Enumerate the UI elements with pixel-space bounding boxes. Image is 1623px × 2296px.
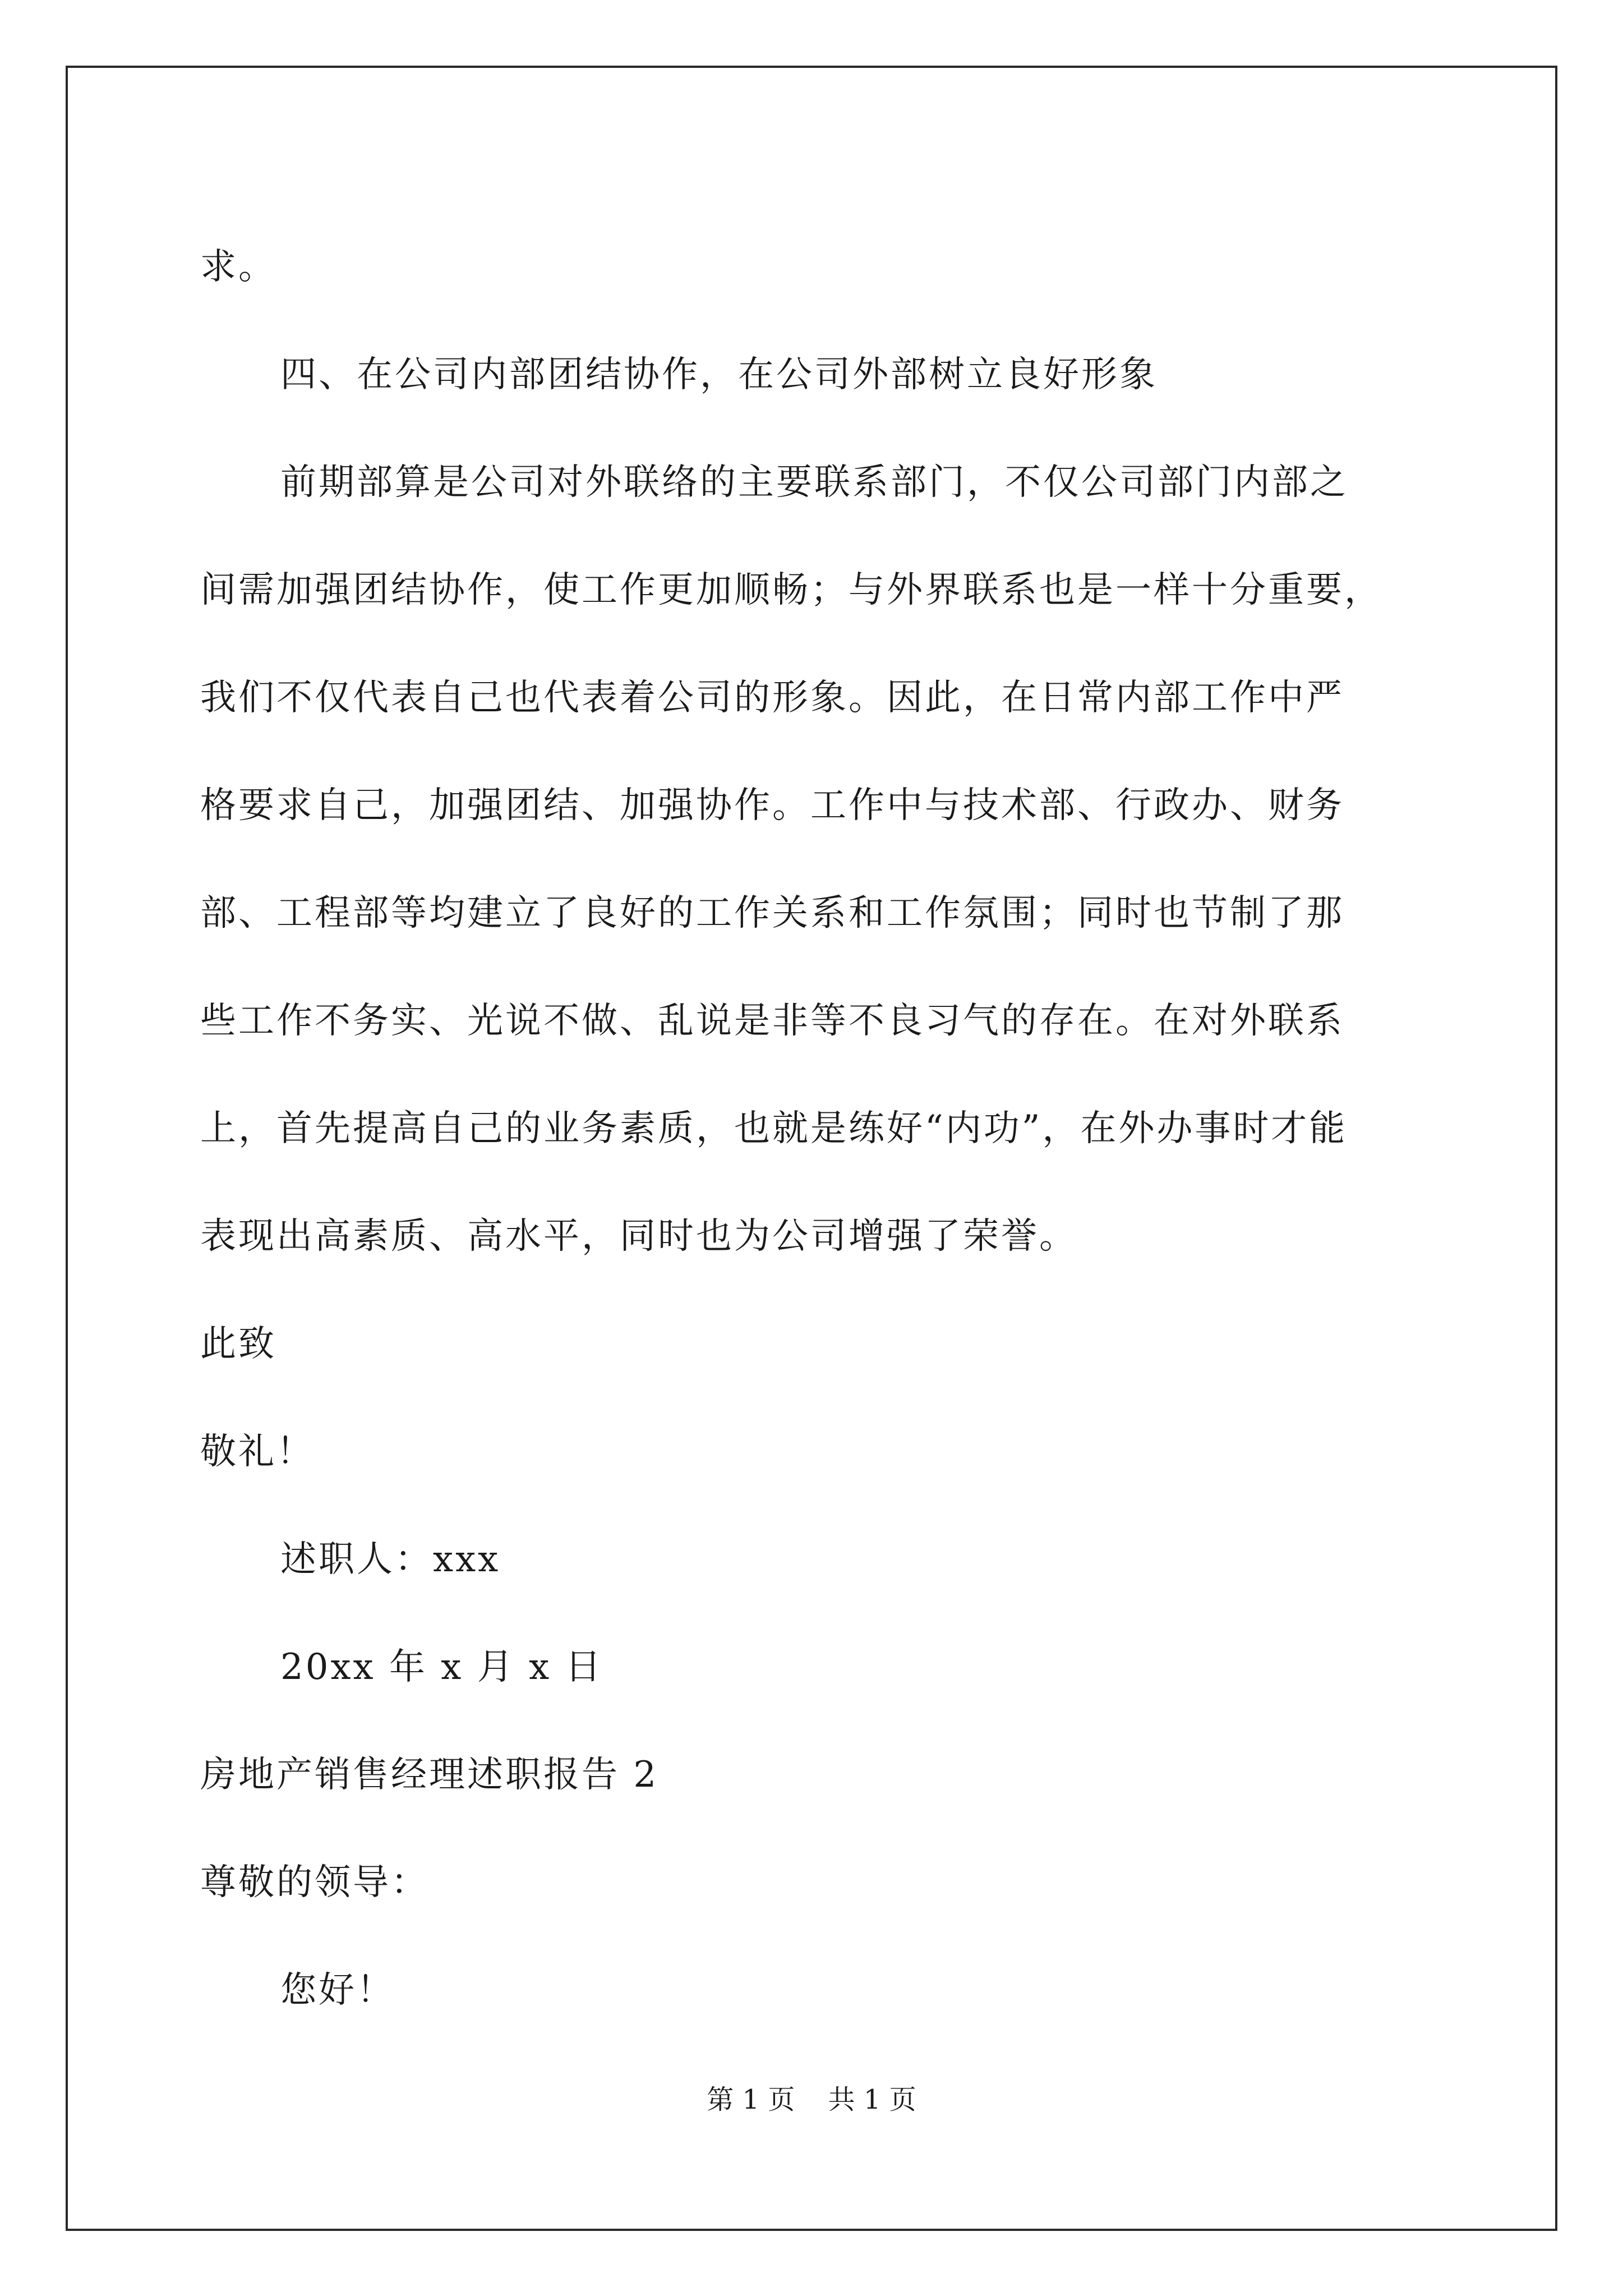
greeting-line: 尊敬的领导： [200, 1862, 429, 1903]
text-line: 些工作不务实、光说不做、乱说是非等不良习气的存在。在对外联系 [200, 1000, 1344, 1042]
text-line: 上，首先提高自己的业务素质，也就是练好“内功”，在外办事时才能 [200, 1108, 1348, 1149]
text-line: 我们不仅代表自己也代表着公司的形象。因此，在日常内部工作中严 [200, 677, 1344, 719]
text-line: 求。 [200, 246, 276, 288]
section-heading: 四、在公司内部团结协作，在公司外部树立良好形象 [280, 354, 1158, 395]
text-line: 间需加强团结协作，使工作更加顺畅；与外界联系也是一样十分重要， [200, 569, 1382, 611]
page-number: 第 1 页 [707, 2084, 795, 2115]
closing-salutation: 此致 [200, 1323, 276, 1365]
date-line: 20xx 年 x 月 x 日 [280, 1646, 603, 1688]
page-total: 共 1 页 [828, 2084, 916, 2115]
document-body [200, 213, 1468, 2044]
text-line: 前期部算是公司对外联络的主要联系部门，不仅公司部门内部之 [280, 462, 1348, 503]
closing-regards: 敬礼！ [200, 1431, 315, 1473]
signature-line: 述职人：xxx [280, 1539, 501, 1580]
text-line: 表现出高素质、高水平，同时也为公司增强了荣誉。 [200, 1216, 1077, 1257]
page-footer [0, 2083, 1623, 2116]
report-title: 房地产销售经理述职报告 2 [200, 1754, 659, 1796]
text-line: 格要求自己，加强团结、加强协作。工作中与技术部、行政办、财务 [200, 785, 1344, 826]
greeting-hello: 您好！ [280, 1970, 395, 2011]
text-line: 部、工程部等均建立了良好的工作关系和工作氛围；同时也节制了那 [200, 892, 1344, 934]
